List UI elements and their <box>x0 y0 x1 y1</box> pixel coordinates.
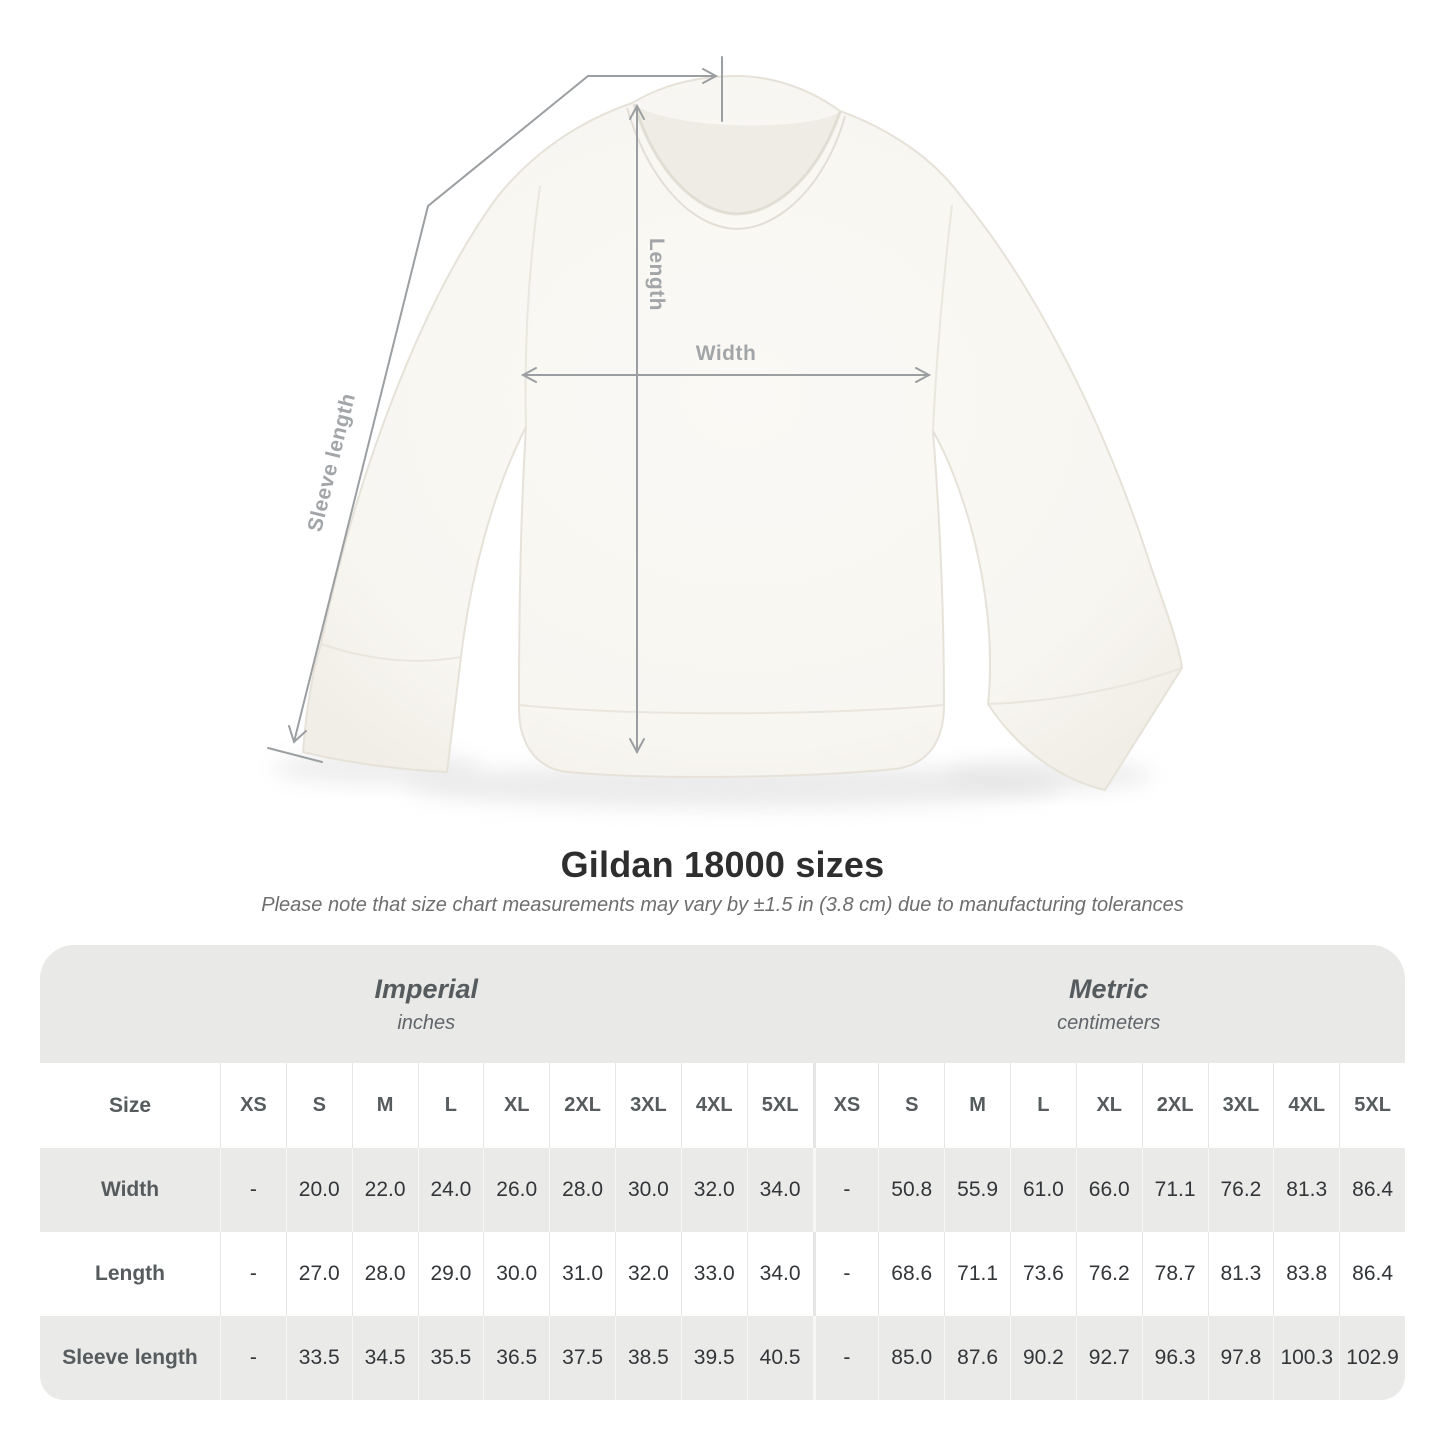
value-cell: 81.3 <box>1208 1232 1274 1316</box>
value-cell: 32.0 <box>681 1148 747 1232</box>
value-cell: 73.6 <box>1010 1232 1076 1316</box>
value-cell: - <box>220 1148 286 1232</box>
size-column-header: Size <box>40 1063 220 1148</box>
value-cell: - <box>220 1316 286 1400</box>
value-cell: 27.0 <box>286 1232 352 1316</box>
value-cell: 32.0 <box>615 1232 681 1316</box>
size-header-cell: 2XL <box>549 1063 615 1148</box>
metric-section-header <box>813 974 1406 1035</box>
value-cell: 90.2 <box>1010 1316 1076 1400</box>
value-cell: 71.1 <box>944 1232 1010 1316</box>
value-cell: 97.8 <box>1208 1316 1274 1400</box>
value-cell: - <box>813 1148 879 1232</box>
value-cell: 83.8 <box>1273 1232 1339 1316</box>
value-cell: 66.0 <box>1076 1148 1142 1232</box>
value-cell: 35.5 <box>418 1316 484 1400</box>
value-cell: 61.0 <box>1010 1148 1076 1232</box>
value-cell: 30.0 <box>483 1232 549 1316</box>
value-cell: 68.6 <box>878 1232 944 1316</box>
size-header-cell: XL <box>483 1063 549 1148</box>
value-cell: 20.0 <box>286 1148 352 1232</box>
size-chart-table <box>40 945 1405 1400</box>
size-header-cell: 2XL <box>1142 1063 1208 1148</box>
value-cell: 26.0 <box>483 1148 549 1232</box>
value-cell: 29.0 <box>418 1232 484 1316</box>
value-cell: 31.0 <box>549 1232 615 1316</box>
size-header-cell: 5XL <box>747 1063 813 1148</box>
value-cell: 37.5 <box>549 1316 615 1400</box>
imperial-title: Imperial <box>374 973 479 1004</box>
metric-title: Metric <box>1068 973 1149 1004</box>
size-header-cell: M <box>352 1063 418 1148</box>
value-cell: 34.5 <box>352 1316 418 1400</box>
tolerance-note: Please note that size chart measurements may vary by ±1.5 in (3.8 cm) due to manufacturing tolerances <box>261 894 1184 916</box>
value-cell: 81.3 <box>1273 1148 1339 1232</box>
value-cell: 78.7 <box>1142 1232 1208 1316</box>
value-cell: 96.3 <box>1142 1316 1208 1400</box>
value-cell: 92.7 <box>1076 1316 1142 1400</box>
value-cell: 76.2 <box>1076 1232 1142 1316</box>
metric-unit: centimeters <box>1057 1011 1161 1034</box>
size-header-cell: 3XL <box>1208 1063 1274 1148</box>
value-cell: 34.0 <box>747 1232 813 1316</box>
size-header-cell: M <box>944 1063 1010 1148</box>
value-cell: 33.5 <box>286 1316 352 1400</box>
sleeve-length-measure-label: Sleeve length <box>303 390 361 535</box>
row-label-cell: Length <box>40 1232 220 1316</box>
size-header-cell: 3XL <box>615 1063 681 1148</box>
size-header-cell: S <box>286 1063 352 1148</box>
value-cell: - <box>220 1232 286 1316</box>
value-cell: 50.8 <box>878 1148 944 1232</box>
size-header-cell: XS <box>813 1063 879 1148</box>
size-grid <box>40 1063 1405 1400</box>
units-header-band <box>40 945 1405 1063</box>
value-cell: 34.0 <box>747 1148 813 1232</box>
value-cell: 71.1 <box>1142 1148 1208 1232</box>
value-cell: 86.4 <box>1339 1148 1405 1232</box>
size-header-cell: L <box>1010 1063 1076 1148</box>
value-cell: 28.0 <box>549 1148 615 1232</box>
value-cell: - <box>813 1232 879 1316</box>
value-cell: 102.9 <box>1339 1316 1405 1400</box>
value-cell: 55.9 <box>944 1148 1010 1232</box>
imperial-section-header <box>40 974 813 1035</box>
value-cell: 86.4 <box>1339 1232 1405 1316</box>
size-header-cell: 4XL <box>1273 1063 1339 1148</box>
value-cell: 38.5 <box>615 1316 681 1400</box>
value-cell: 76.2 <box>1208 1148 1274 1232</box>
row-label-cell: Width <box>40 1148 220 1232</box>
size-header-cell: XL <box>1076 1063 1142 1148</box>
value-cell: 22.0 <box>352 1148 418 1232</box>
value-cell: 100.3 <box>1273 1316 1339 1400</box>
value-cell: 36.5 <box>483 1316 549 1400</box>
page-title: Gildan 18000 sizes <box>560 844 885 885</box>
value-cell: - <box>813 1316 879 1400</box>
size-header-cell: 5XL <box>1339 1063 1405 1148</box>
size-header-cell: L <box>418 1063 484 1148</box>
size-header-cell: S <box>878 1063 944 1148</box>
value-cell: 28.0 <box>352 1232 418 1316</box>
value-cell: 30.0 <box>615 1148 681 1232</box>
row-label-cell: Sleeve length <box>40 1316 220 1400</box>
value-cell: 24.0 <box>418 1148 484 1232</box>
width-measure-label: Width <box>695 342 757 365</box>
length-measure-label: Length <box>645 238 668 311</box>
value-cell: 33.0 <box>681 1232 747 1316</box>
value-cell: 40.5 <box>747 1316 813 1400</box>
size-header-cell: 4XL <box>681 1063 747 1148</box>
value-cell: 39.5 <box>681 1316 747 1400</box>
size-header-cell: XS <box>220 1063 286 1148</box>
value-cell: 87.6 <box>944 1316 1010 1400</box>
value-cell: 85.0 <box>878 1316 944 1400</box>
imperial-unit: inches <box>397 1011 456 1034</box>
